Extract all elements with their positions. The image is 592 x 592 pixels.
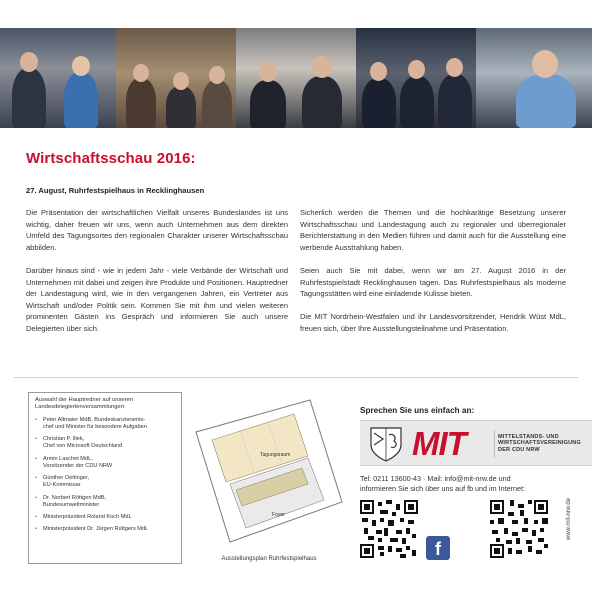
event-date-location: 27. August, Ruhrfestspielhaus in Recklinghausen (26, 186, 205, 195)
speakers-title: Auswahl der Hauptredner auf unseren Landesdelegiertenversammlungen: (35, 397, 133, 410)
nrw-crest-icon (368, 425, 404, 463)
contact-info (360, 474, 586, 494)
list-item: • Günther Oettinger, EU-Kommissar (35, 475, 175, 489)
mit-logo-subtitle: MITTELSTANDS- UND WIRTSCHAFTSVEREINIGUNG DER CDU NRW (498, 434, 581, 453)
audience-applause-photo (116, 28, 236, 128)
left-text-column (26, 207, 288, 346)
floor-plan (190, 392, 348, 552)
delegates-applauding-photo (356, 28, 476, 128)
contact-invite: informieren Sie sich über uns auf fb und im Internet: (360, 484, 526, 493)
website-url[interactable]: www.mit-nrw.de (566, 497, 572, 540)
mit-logo-text: MIT (412, 425, 466, 462)
contact-phone-mail: Tel: 0211 13600-43 · Mail: info@mit-nrw.de und (360, 474, 511, 483)
list-item: • Peter Altmaier MdB, Bundeskanzleramts- chef und Minister für besondere Aufgaben (35, 417, 175, 431)
paragraph: Die Präsentation der wirtschaftlichen Vielfalt unseres Bundeslandes ist uns wichtig, daher freuen wir uns, wenn auch Unternehmen aus dem direkten Umfeld des Tagungsortes den regionalen Charakter unserer Wirtschaftsschau abbilden. (26, 208, 288, 252)
section-heading-wrap (26, 150, 574, 167)
paragraph: Darüber hinaus sind - wie in jedem Jahr - viele Verbände der Wirtschaft und Unternehmen mit dabei und zeigen ihre Produkte und Positionen. Hauptredner der Landestagung wird, wie in den vergangenen Jahren, ein Vertreter aus Wirtschaft und/oder Politik sein. Kommen Sie mit ihm und vielen weiteren prominenten Gästen ins Gespräch und informieren Sie auch unsere Delegierten über sich. (26, 265, 288, 333)
list-item: • Dr. Norbert Röttgen MdB, Bundesumweltminister (35, 495, 175, 509)
paragraph: Sicherlich werden die Themen und die hochkarätige Besetzung unserer Wirtschaftsschau und Landestagung auch zu regionaler und überregionaler Berichterstattung in den Medien führen und damit auch für die Ausstellung eine werbende Ausstrahlung haben. (300, 208, 566, 252)
list-item: • Christian P. Illek, Chef von Microsoft Deutschland (35, 436, 175, 450)
delegate-closeup-photo (476, 28, 592, 128)
speakers-box (28, 392, 182, 564)
photo-strip (0, 28, 592, 128)
delegates-seated-photo (236, 28, 356, 128)
facebook-icon[interactable]: f (426, 536, 450, 560)
logo-separator (494, 430, 495, 458)
contact-heading: Sprechen Sie uns einfach an: (360, 406, 475, 415)
paragraph: Seien auch Sie mit dabei, wenn wir am 27. August 2016 in der Ruhrfestspielstadt Recklinghausen tagen. Das Ruhrfestspielhaus als moderne Tagungsstätten wird eine einladende Kulisse bieten. (300, 265, 566, 299)
floor-plan-caption: Ausstellungsplan Ruhrfestspielhaus (221, 556, 317, 562)
plan-label-foyer: Foyer (272, 512, 285, 518)
mit-logo-banner (360, 420, 592, 466)
section-divider (14, 377, 578, 378)
list-item: • Ministerpräsident Roland Koch MdL (35, 514, 175, 521)
plan-label-hall: Tagungsraum (260, 452, 291, 458)
list-item: • Armin Laschet MdL, Vorsitzender der CDU NRW (35, 456, 175, 470)
speaker-interview-photo (0, 28, 116, 128)
speakers-list (35, 417, 175, 533)
page-title: Wirtschaftsschau 2016: (26, 150, 196, 167)
right-text-column (300, 207, 566, 346)
qr-code-website[interactable] (490, 500, 548, 558)
qr-code-facebook[interactable] (360, 500, 418, 558)
list-item: • Ministerpräsident Dr. Jürgen Rüttgers MdL (35, 526, 175, 533)
paragraph: Die MIT Nordrhein-Westfalen und ihr Landesvorsitzender, Hendrik Wüst MdL, freuen sich, über Ihre Ausstellungsteilnahme und Präsentation. (300, 312, 566, 333)
